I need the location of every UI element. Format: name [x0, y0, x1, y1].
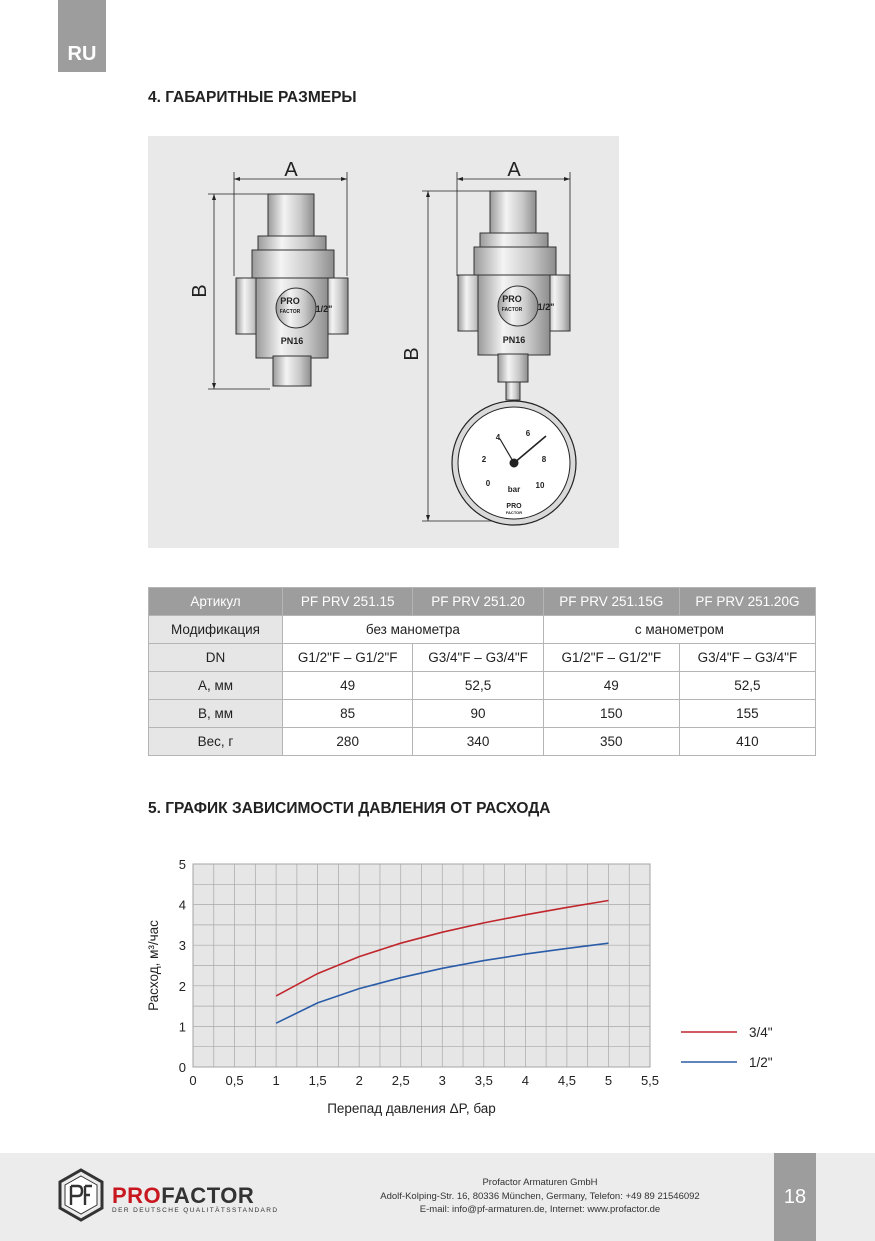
table-cell: 52,5: [413, 672, 543, 700]
flow-pressure-chart: [140, 850, 820, 1135]
table-header-cell: Артикул: [149, 588, 283, 616]
row-header: Вес, г: [149, 728, 283, 756]
x-tick-label: 4,5: [557, 1073, 576, 1088]
dim-b-label-2: B: [401, 347, 423, 361]
table-cell: 90: [413, 700, 543, 728]
svg-text:FACTOR: FACTOR: [505, 510, 523, 515]
chart-svg: [140, 850, 820, 1130]
table-header-cell: PF PRV 251.15: [283, 588, 413, 616]
table-cell: 85: [283, 700, 413, 728]
table-header-row: [149, 588, 816, 616]
company-address: Adolf-Kolping-Str. 16, 80336 München, Germany, Telefon: +49 89 21546092: [380, 1191, 700, 1202]
table-cell: 150: [543, 700, 679, 728]
table-cell: 49: [543, 672, 679, 700]
valve-size-2: 1/2": [537, 302, 555, 312]
table-cell: 340: [413, 728, 543, 756]
svg-text:10: 10: [535, 481, 545, 490]
valve-pressure-1: PN16: [280, 336, 304, 346]
table-cell: 350: [543, 728, 679, 756]
section-4-title: 4. ГАБАРИТНЫЕ РАЗМЕРЫ: [148, 89, 357, 106]
brand-name: [112, 1183, 254, 1209]
valve-pressure-2: PN16: [502, 335, 526, 345]
row-header: A, мм: [149, 672, 283, 700]
x-tick-label: 5: [604, 1073, 613, 1088]
x-tick-label: 1,5: [308, 1073, 327, 1088]
row-header: DN: [149, 644, 283, 672]
x-tick-label: 4: [521, 1073, 529, 1088]
y-tick-label: 5: [178, 857, 186, 872]
table-cell: 155: [679, 700, 815, 728]
svg-text:8: 8: [541, 455, 547, 464]
y-tick-label: 3: [178, 938, 186, 954]
legend-label: 1/2": [749, 1055, 773, 1070]
row-header: B, мм: [149, 700, 283, 728]
table-cell: 52,5: [679, 672, 815, 700]
brand-tagline: DER DEUTSCHE QUALITÄTSSTANDARD: [112, 1207, 279, 1214]
valve-body-1: [236, 194, 348, 386]
brand-factor: FACTOR: [161, 1183, 255, 1208]
dim-b-label-1: B: [189, 284, 211, 298]
dim-a-label-2: A: [507, 159, 521, 181]
table-header-cell: PF PRV 251.15G: [543, 588, 679, 616]
svg-text:PRO: PRO: [506, 503, 522, 510]
page-number: 18: [774, 1153, 816, 1241]
gauge-unit: bar: [507, 485, 521, 494]
x-axis-label: Перепад давления ΔP, бар: [327, 1101, 496, 1116]
language-tab: RU: [58, 0, 106, 72]
profactor-logo-icon: [57, 1168, 105, 1222]
table-row: [149, 728, 816, 756]
table-row: [149, 616, 816, 644]
x-tick-label: 0: [189, 1073, 197, 1088]
table-cell: G1/2"F – G1/2"F: [543, 644, 679, 672]
specifications-table: [148, 587, 816, 756]
x-tick-label: 5,5: [640, 1073, 660, 1088]
y-tick-label: 2: [178, 978, 186, 994]
legend-label: 3/4": [749, 1025, 773, 1040]
table-cell: 280: [283, 728, 413, 756]
x-tick-label: 0,5: [225, 1073, 244, 1088]
valve-brand-2: PRO: [502, 294, 522, 304]
table-cell: 49: [283, 672, 413, 700]
table-header-cell: PF PRV 251.20G: [679, 588, 815, 616]
x-tick-label: 2,5: [391, 1073, 410, 1088]
table-row: [149, 644, 816, 672]
x-tick-label: 3: [438, 1073, 446, 1088]
svg-text:4: 4: [495, 433, 501, 442]
row-header: Модификация: [149, 616, 283, 644]
valve-drawing-svg: [148, 136, 619, 548]
x-tick-label: 1: [272, 1073, 280, 1088]
y-tick-label: 1: [178, 1019, 186, 1035]
table-cell: без манометра: [283, 616, 544, 644]
y-tick-label: 0: [178, 1060, 186, 1075]
company-contacts: E-mail: info@pf-armaturen.de, Internet: www.profactor.de: [419, 1204, 661, 1215]
svg-text:6: 6: [525, 429, 531, 438]
table-cell: G3/4"F – G3/4"F: [679, 644, 815, 672]
dim-a-label-1: A: [284, 159, 298, 181]
valve-brand-1: PRO: [280, 296, 300, 306]
x-tick-label: 2: [355, 1073, 363, 1088]
table-cell: G3/4"F – G3/4"F: [413, 644, 543, 672]
y-tick-label: 4: [178, 897, 186, 913]
x-tick-label: 3,5: [474, 1073, 493, 1088]
svg-text:FACTOR: FACTOR: [501, 307, 523, 313]
svg-text:FACTOR: FACTOR: [279, 309, 301, 315]
svg-text:2: 2: [481, 455, 487, 464]
company-name: Profactor Armaturen GmbH: [482, 1177, 598, 1188]
table-cell: 410: [679, 728, 815, 756]
table-row: [149, 672, 816, 700]
brand-pro: PRO: [112, 1183, 162, 1208]
table-row: [149, 700, 816, 728]
table-cell: с манометром: [543, 616, 815, 644]
section-5-title: 5. ГРАФИК ЗАВИСИМОСТИ ДАВЛЕНИЯ ОТ РАСХОДА: [148, 800, 551, 817]
dimension-drawing: [148, 136, 619, 548]
y-axis-label: Расход, м³/час: [146, 920, 161, 1011]
svg-text:0: 0: [485, 479, 491, 488]
valve-size-1: 1/2": [315, 304, 333, 314]
table-header-cell: PF PRV 251.20: [413, 588, 543, 616]
table-cell: G1/2"F – G1/2"F: [283, 644, 413, 672]
